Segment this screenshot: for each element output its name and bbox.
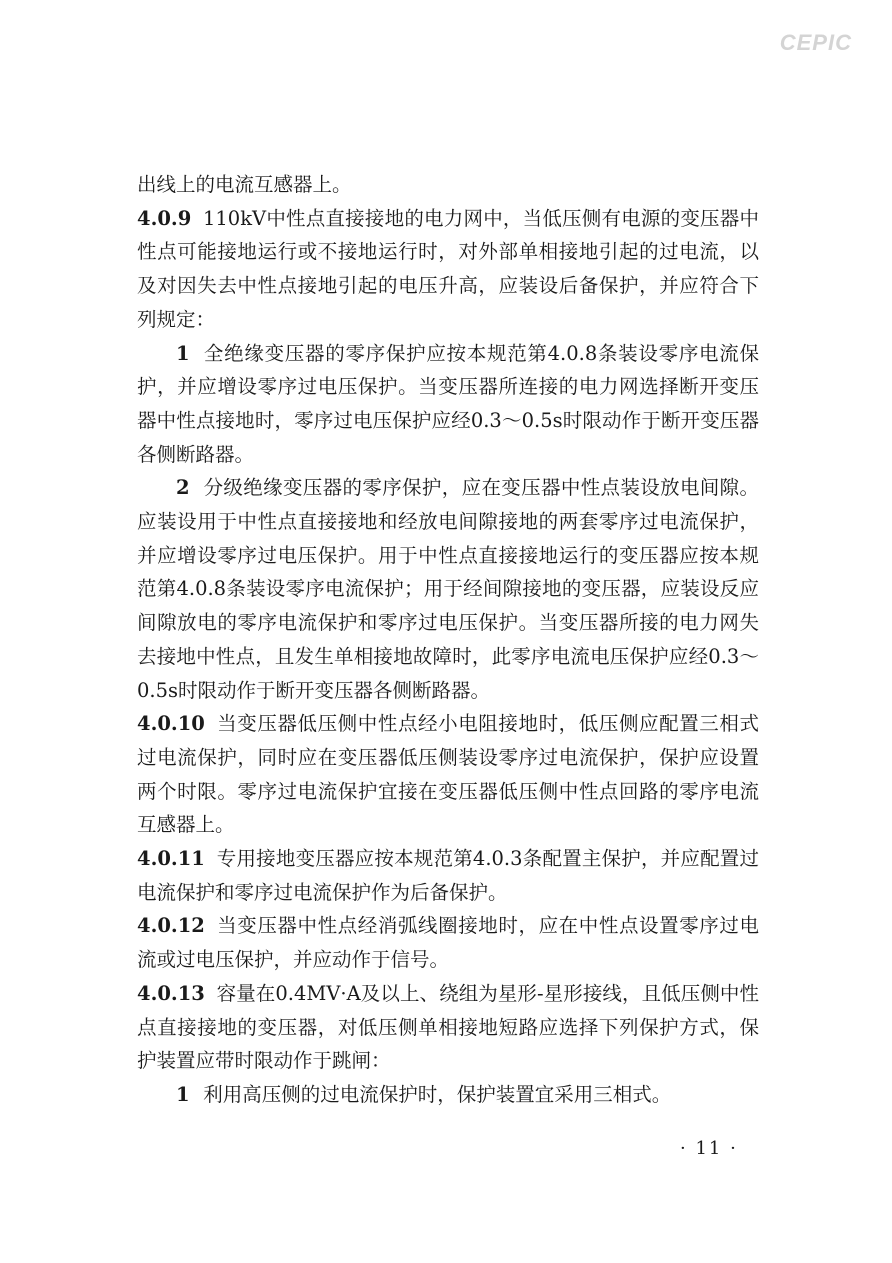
clause-4-0-11 [137, 842, 759, 909]
clause-4-0-10 [137, 707, 759, 842]
item-text: 利用高压侧的过电流保护时，保护装置宜采用三相式。 [203, 1082, 672, 1106]
item-text: 分级绝缘变压器的零序保护，应在变压器中性点装设放电间隙。应装设用于中性点直接接地和经放电间隙接地的两套零序过电流保护，并应增设零序过电压保护。用于中性点直接接地运行的变压器应按本规范第4.0.8条装设零序电流保护；用于经间隙接地的变压器，应装设反应间隙放电的零序电流保护和零序过电压保护。当变压器所接的电力网失去接地中性点，且发生单相接地故障时，此零序电流电压保护应经0.3～0.5s时限动作于断开变压器各侧断路器。 [137, 476, 759, 702]
clause-number: 4.0.10 [137, 712, 205, 736]
clause-4-0-9 [137, 202, 759, 337]
item-text: 全绝缘变压器的零序保护应按本规范第4.0.8条装设零序电流保护，并应增设零序过电压保护。当变压器所连接的电力网选择断开变压器中性点接地时，零序过电压保护应经0.3～0.5s时限动作于断开变压器各侧断路器。 [137, 341, 759, 466]
clause-4-0-9-item-2 [137, 471, 759, 707]
clause-text: 110kV中性点直接接地的电力网中，当低压侧有电源的变压器中性点可能接地运行或不接地运行时，对外部单相接地引起的过电流，以及对因失去中性点接地引起的电压升高，应装设后备保护，并应符合下列规定： [137, 206, 759, 331]
item-number: 1 [176, 341, 190, 365]
page-number: · 11 · [680, 1138, 738, 1159]
clause-4-0-9-item-1 [137, 337, 759, 472]
clause-number: 4.0.11 [137, 847, 205, 871]
clause-number: 4.0.13 [137, 981, 205, 1005]
item-number: 1 [176, 1082, 190, 1106]
clause-number: 4.0.12 [137, 914, 205, 938]
paragraph-continuation [137, 168, 759, 202]
clause-4-0-13 [137, 977, 759, 1078]
clause-4-0-12 [137, 909, 759, 976]
cepic-watermark-logo: CEPIC [779, 30, 852, 55]
clause-text: 当变压器中性点经消弧线圈接地时，应在中性点设置零序过电流或过电压保护，并应动作于信号。 [137, 914, 759, 972]
clause-number: 4.0.9 [137, 206, 192, 230]
page-body [137, 168, 759, 1112]
paragraph-text: 出线上的电流互感器上。 [137, 173, 352, 196]
clause-text: 容量在0.4MV·A及以上、绕组为星形-星形接线，且低压侧中性点直接接地的变压器，对低压侧单相接地短路应选择下列保护方式，保护装置应带时限动作于跳闸： [137, 981, 759, 1073]
clause-text: 当变压器低压侧中性点经小电阻接地时，低压侧应配置三相式过电流保护，同时应在变压器低压侧装设零序过电流保护，保护应设置两个时限。零序过电流保护宜接在变压器低压侧中性点回路的零序电流互感器上。 [137, 712, 759, 837]
clause-4-0-13-item-1 [137, 1078, 759, 1112]
item-number: 2 [176, 476, 190, 500]
clause-text: 专用接地变压器应按本规范第4.0.3条配置主保护，并应配置过电流保护和零序过电流保护作为后备保护。 [137, 847, 759, 904]
